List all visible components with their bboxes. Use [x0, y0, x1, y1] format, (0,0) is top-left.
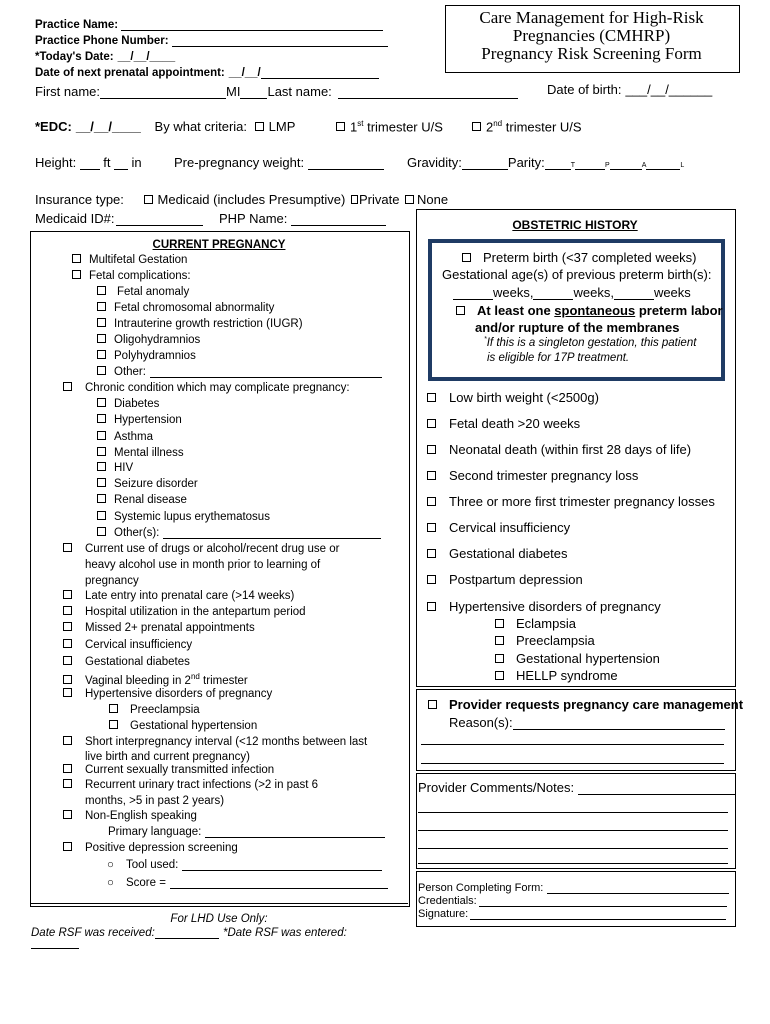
gest-ages-label: Gestational age(s) of previous preterm birth(s): — [442, 267, 712, 282]
ob-cervical-checkbox[interactable]: Cervical insufficiency — [427, 520, 570, 535]
low-birth-weight-checkbox[interactable]: Low birth weight (<2500g) — [427, 390, 599, 405]
person-completing-label: Person Completing Form: — [418, 882, 544, 894]
todays-date-field[interactable]: *Today's Date: __/__/____ — [35, 51, 176, 63]
comments-line-2[interactable] — [418, 812, 728, 813]
first-name-field[interactable] — [35, 84, 518, 99]
seizure-checkbox[interactable]: Seizure disorder — [97, 478, 198, 490]
renal-checkbox[interactable]: Renal disease — [97, 494, 187, 506]
lhd-double-line — [30, 903, 408, 907]
next-appt-field[interactable]: Date of next prenatal appointment: __/__/ — [35, 67, 379, 79]
uti-line-2: months, >5 in past 2 years) — [85, 795, 225, 807]
reasons-field[interactable] — [449, 715, 725, 730]
chronic-condition-checkbox[interactable]: Chronic condition which may complicate pregnancy: — [63, 382, 350, 394]
singleton-note-2: is eligible for 17P treatment. — [487, 352, 630, 364]
uti-checkbox[interactable]: Recurrent urinary tract infections (>2 in past 6 — [63, 779, 318, 791]
signature-label: Signature: — [418, 908, 469, 920]
provider-comments-label: Provider Comments/Notes: — [418, 780, 575, 795]
first-tri-losses-checkbox[interactable]: Three or more first trimester pregnancy losses — [427, 494, 715, 509]
vaginal-bleeding-checkbox[interactable]: Vaginal bleeding in 2nd trimester — [63, 672, 248, 687]
iugr-checkbox[interactable]: Intrauterine growth restriction (IUGR) — [97, 318, 303, 330]
non-english-checkbox[interactable]: Non-English speaking — [63, 810, 197, 822]
reasons-line-3[interactable] — [421, 763, 724, 764]
practice-phone-field[interactable] — [35, 35, 388, 47]
comments-line-3[interactable] — [418, 830, 728, 831]
spontaneous-preterm-checkbox[interactable]: At least one spontaneous preterm labor — [456, 303, 723, 318]
bullet-icon: ○ — [107, 877, 114, 889]
dob-label: Date of birth: — [547, 82, 622, 97]
drugs-line-3: pregnancy — [85, 575, 139, 587]
edc-row: *EDC: __/__/____ By what criteria: LMP — [35, 119, 296, 134]
criteria-label: By what criteria: — [154, 119, 248, 134]
missed-appts-checkbox[interactable]: Missed 2+ prenatal appointments — [63, 622, 255, 634]
sti-checkbox[interactable]: Current sexually transmitted infection — [63, 764, 274, 776]
reasons-line-2[interactable] — [421, 744, 724, 745]
provider-request-checkbox[interactable]: Provider requests pregnancy care management — [428, 697, 743, 712]
primary-language-field[interactable] — [108, 826, 385, 838]
title-line-1: Care Management for High-Risk — [479, 8, 704, 27]
height-field[interactable]: Height: ft in — [35, 155, 142, 170]
lupus-checkbox[interactable]: Systemic lupus erythematosus — [97, 511, 270, 523]
mi-label: MI — [226, 84, 241, 99]
short-interval-line-2: live birth and current pregnancy) — [85, 751, 250, 763]
next-appt-label: Date of next prenatal appointment: — [35, 67, 225, 79]
parity-label: Parity: — [507, 155, 545, 170]
credentials-field[interactable] — [418, 895, 727, 907]
insurance-label: Insurance type: — [35, 192, 124, 207]
eclampsia-checkbox[interactable]: Eclampsia — [495, 616, 576, 631]
second-tri-loss-checkbox[interactable]: Second trimester pregnancy loss — [427, 468, 638, 483]
diabetes-checkbox[interactable]: Diabetes — [97, 398, 159, 410]
asthma-checkbox[interactable]: Asthma — [97, 431, 153, 443]
rupture-line: and/or rupture of the membranes — [475, 320, 680, 335]
last-name-label: Last name: — [267, 84, 332, 99]
practice-name-label: Practice Name: — [35, 19, 119, 31]
postpartum-depression-checkbox[interactable]: Postpartum depression — [427, 572, 583, 587]
provider-comments-field[interactable] — [418, 780, 736, 795]
medicaid-id-field[interactable] — [35, 211, 203, 226]
credentials-label: Credentials: — [418, 895, 477, 907]
drugs-alcohol-checkbox[interactable]: Current use of drugs or alcohol/recent drug use or — [63, 543, 339, 555]
medicaid-checkbox[interactable]: Medicaid (includes Presumptive) — [144, 192, 346, 207]
gravidity-parity-field[interactable]: Gravidity: Parity: T P A L — [407, 155, 685, 170]
polyhydramnios-checkbox[interactable]: Polyhydramnios — [97, 350, 196, 362]
fetal-other-checkbox[interactable]: Other: — [97, 366, 382, 378]
prepreg-weight-field[interactable] — [174, 155, 384, 170]
gravidity-label: Gravidity: — [407, 155, 462, 170]
rsf-received-field[interactable] — [31, 927, 219, 939]
oligohydramnios-checkbox[interactable]: Oligohydramnios — [97, 334, 200, 346]
lhd-heading: For LHD Use Only: — [170, 913, 268, 925]
practice-phone-label: Practice Phone Number: — [35, 35, 169, 47]
singleton-note-1: *If this is a singleton gestation, this patient — [484, 336, 697, 349]
late-entry-checkbox[interactable]: Late entry into prenatal care (>14 weeks) — [63, 590, 294, 602]
php-name-label: PHP Name: — [219, 211, 288, 226]
fetal-chromosomal-checkbox[interactable]: Fetal chromosomal abnormality — [97, 302, 274, 314]
short-interval-checkbox[interactable]: Short interpregnancy interval (<12 months between last — [63, 736, 367, 748]
bullet-icon: ○ — [107, 859, 114, 871]
preeclampsia-checkbox[interactable]: Preeclampsia — [109, 704, 200, 716]
neonatal-death-checkbox[interactable]: Neonatal death (within first 28 days of life) — [427, 442, 691, 457]
gest-diabetes-checkbox[interactable]: Gestational diabetes — [63, 656, 190, 668]
dob-field[interactable]: Date of birth: ___/__/______ — [547, 82, 713, 97]
ob-gest-hypertension-checkbox[interactable]: Gestational hypertension — [495, 651, 660, 666]
gest-ages-weeks[interactable]: weeks, weeks, weeks — [453, 285, 691, 300]
depression-checkbox[interactable]: Positive depression screening — [63, 842, 238, 854]
multifetal-checkbox[interactable]: Multifetal Gestation — [72, 254, 187, 266]
fetal-death-checkbox[interactable]: Fetal death >20 weeks — [427, 416, 580, 431]
hypertensive-checkbox[interactable]: Hypertensive disorders of pregnancy — [63, 688, 272, 700]
ob-preeclampsia-checkbox[interactable]: Preeclampsia — [495, 633, 595, 648]
tool-used-field[interactable]: ○ Tool used: — [107, 859, 382, 871]
edc-label: *EDC: — [35, 119, 72, 134]
todays-date-label: *Today's Date: — [35, 51, 114, 63]
chronic-other-checkbox[interactable]: Other(s): — [97, 527, 381, 539]
first-name-label: First name: — [35, 84, 101, 99]
ob-hypertensive-checkbox[interactable]: Hypertensive disorders of pregnancy — [427, 599, 661, 614]
obstetric-history-heading: OBSTETRIC HISTORY — [512, 218, 638, 232]
score-field[interactable]: ○ Score = — [107, 877, 388, 889]
php-name-field[interactable] — [219, 211, 386, 226]
title-line-2: Pregnancies (CMHRP) — [512, 26, 671, 45]
prepreg-weight-label: Pre-pregnancy weight: — [174, 155, 305, 170]
mental-illness-checkbox[interactable]: Mental illness — [97, 447, 184, 459]
current-pregnancy-heading: CURRENT PREGNANCY — [152, 239, 286, 251]
title-line-3: Pregnancy Risk Screening Form — [481, 44, 702, 63]
hypertension-checkbox[interactable]: Hypertension — [97, 414, 182, 426]
insurance-row — [35, 192, 399, 207]
reasons-label: Reason(s): — [449, 715, 513, 730]
preterm-birth-checkbox[interactable]: Preterm birth (<37 completed weeks) — [462, 250, 697, 265]
height-label: Height: — [35, 155, 77, 170]
none-checkbox[interactable]: None — [405, 192, 448, 207]
hospital-checkbox[interactable]: Hospital utilization in the antepartum period — [63, 606, 306, 618]
gest-hypertension-checkbox[interactable]: Gestational hypertension — [109, 720, 257, 732]
lmp-checkbox[interactable]: LMP — [255, 119, 296, 134]
comments-line-5[interactable] — [418, 863, 728, 864]
cervical-checkbox[interactable]: Cervical insufficiency — [63, 639, 192, 651]
primary-language-label: Primary language: — [108, 826, 202, 838]
private-checkbox[interactable]: Private — [349, 192, 399, 207]
signature-field[interactable] — [418, 908, 726, 920]
second-tri-checkbox[interactable]: 2nd trimester U/S — [472, 119, 582, 134]
ob-gest-diabetes-checkbox[interactable]: Gestational diabetes — [427, 546, 568, 561]
hellp-checkbox[interactable]: HELLP syndrome — [495, 668, 618, 683]
fetal-complications-checkbox[interactable]: Fetal complications: — [72, 270, 191, 282]
comments-line-4[interactable] — [418, 848, 728, 849]
medicaid-id-label: Medicaid ID#: — [35, 211, 115, 226]
hiv-checkbox[interactable]: HIV — [97, 462, 133, 474]
rsf-received-label: Date RSF was received: — [31, 927, 155, 939]
rsf-entered-label: *Date RSF was entered: — [223, 927, 347, 939]
first-tri-checkbox[interactable]: 1st trimester U/S — [336, 119, 443, 134]
rsf-underline — [31, 948, 79, 949]
fetal-anomaly-checkbox[interactable]: Fetal anomaly — [97, 286, 189, 298]
practice-name-field[interactable] — [35, 19, 383, 31]
drugs-line-2: heavy alcohol use in month prior to learning of — [85, 559, 321, 571]
person-completing-field[interactable] — [418, 882, 729, 894]
